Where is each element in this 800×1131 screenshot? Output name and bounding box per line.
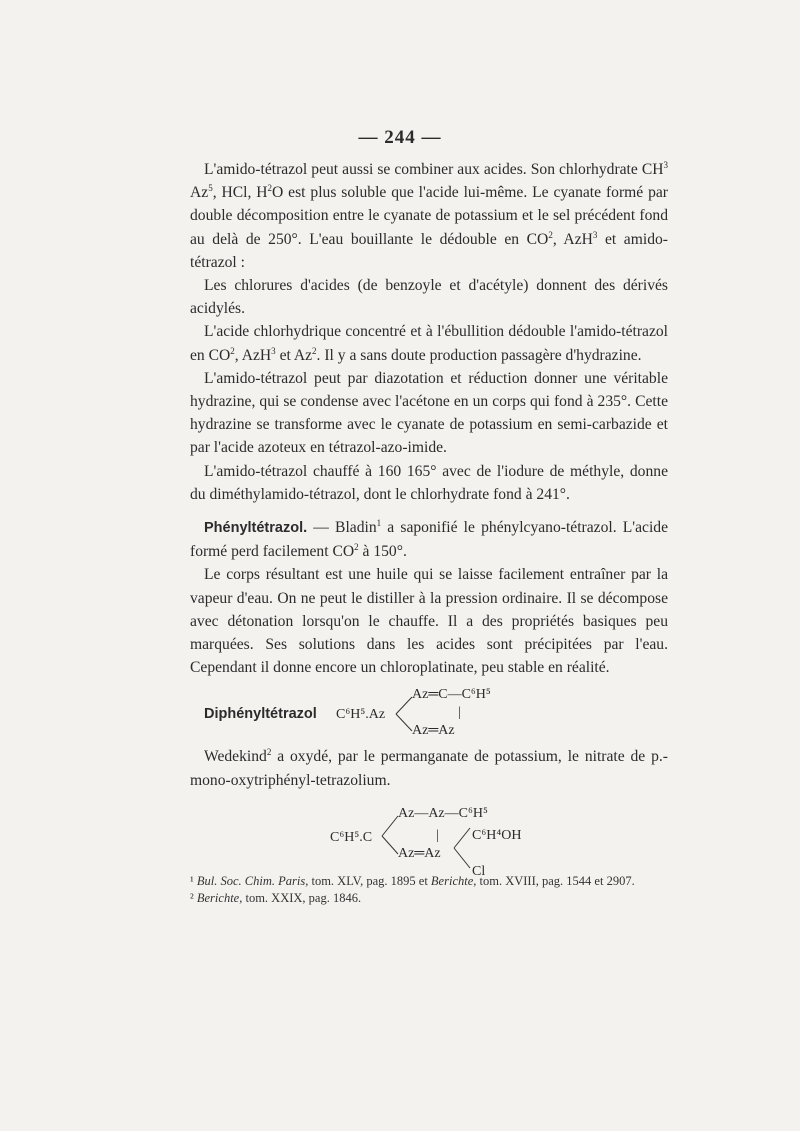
footnote-1: ¹ Bul. Soc. Chim. Paris, tom. XLV, pag. 1895 et Berichte, tom. XVIII, pag. 1544 et 2907. — [190, 874, 635, 888]
formula2-left: C⁶H⁵.C — [330, 829, 373, 845]
formula-tetrazolium — [190, 798, 668, 879]
paragraph-phenyltetrazol: Phényltétrazol. — Bladin$^1$ a saponifié le phénylcyano-tétrazol. L'acide formé perd facilement $CO^2$ à 150°. — [190, 518, 668, 561]
formula1-top: Az═C—C⁶H⁵ — [412, 687, 491, 703]
page-number: — 244 — — [358, 127, 442, 148]
page-body — [190, 158, 668, 879]
formula2-bottom: Az═Az — [398, 845, 441, 861]
paragraph-amido-tetrazol-acids: L'amido-tétrazol peut aussi se combiner aux acides. Son chlorhydrate $CH^3$ Az$^5$, HCl, $H^2O$ est plus soluble que l'acide lui-même. Le cyanate formé par double décomposition entre le cyanate de potassium et le sel précédent fond au delà de 250°. L'eau bouillante le dédouble en $CO^2$, AzH$^3$ et amido-tétrazol : — [190, 160, 668, 271]
formula2-right-bonds-icon — [452, 820, 472, 876]
formula2-top: Az—Az—C⁶H⁵ — [398, 805, 488, 821]
paragraph-wedekind: Wedekind$^2$ a oxydé, par le permanganate de potassium, le nitrate de p.-mono-oxytriphényl-tetrazolium. — [190, 747, 668, 789]
paragraph-methyl-iodide: L'amido-tétrazol chauffé à 160 165° avec de l'iodure de méthyle, donne du diméthylamido-tétrazol, dont le chlorhydrate fond à 241°. — [190, 462, 668, 503]
formula1-bonds-icon — [394, 687, 414, 743]
paragraph-hydrochloric-acid: L'acide chlorhydrique concentré et à l'ébullition dédouble l'amido-tétrazol en $CO^2$, AzH$^3$ et Az$^2$. Il y a sans doute production passagère d'hydrazine. — [190, 323, 668, 364]
footnote-2: ² Berichte, tom. XXIX, pag. 1846. — [190, 890, 362, 905]
formula1-left: C⁶H⁵.Az — [336, 707, 386, 723]
formula-diphenyltetrazol — [190, 683, 668, 745]
formula1-bottom: Az═Az — [412, 723, 455, 739]
formula1-mid: | — [458, 705, 461, 721]
heading-phenyltetrazol: Phényltétrazol. — [204, 520, 308, 537]
formula2-mid: | — [436, 827, 439, 843]
formula2-left-bonds-icon — [380, 808, 400, 864]
paragraph-properties: Le corps résultant est une huile qui se laisse facilement entraîner par la vapeur d'eau. On ne peut le distiller à la pression ordinaire. Il se décompose avec détonation lorsqu'on le chauffe. Il a des propriétés basiques peu marquées. Ses solutions dans les acides sont précipitées par l'eau. Cependant il donne encore un chloroplatinate, peu stable en réalité. — [190, 566, 668, 677]
footnotes — [190, 873, 668, 906]
heading-diphenyltetrazol: Diphényltétrazol — [204, 706, 317, 723]
paragraph-acid-chlorides: Les chlorures d'acides (de benzoyle et d'acétyle) donnent des dérivés acidylés. — [190, 277, 668, 318]
paragraph-diazotation: L'amido-tétrazol peut par diazotation et réduction donner une véritable hydrazine, qui se condense avec l'acétone en un corps qui fond à 235°. Cette hydrazine se transforme avec le cyanate de potassium en semi-carbazide et par l'acide azoteux en tétrazol-azo-imide. — [190, 369, 668, 457]
formula2-cl: Cl — [472, 863, 486, 879]
formula2-right: C⁶H⁴OH — [472, 827, 522, 843]
